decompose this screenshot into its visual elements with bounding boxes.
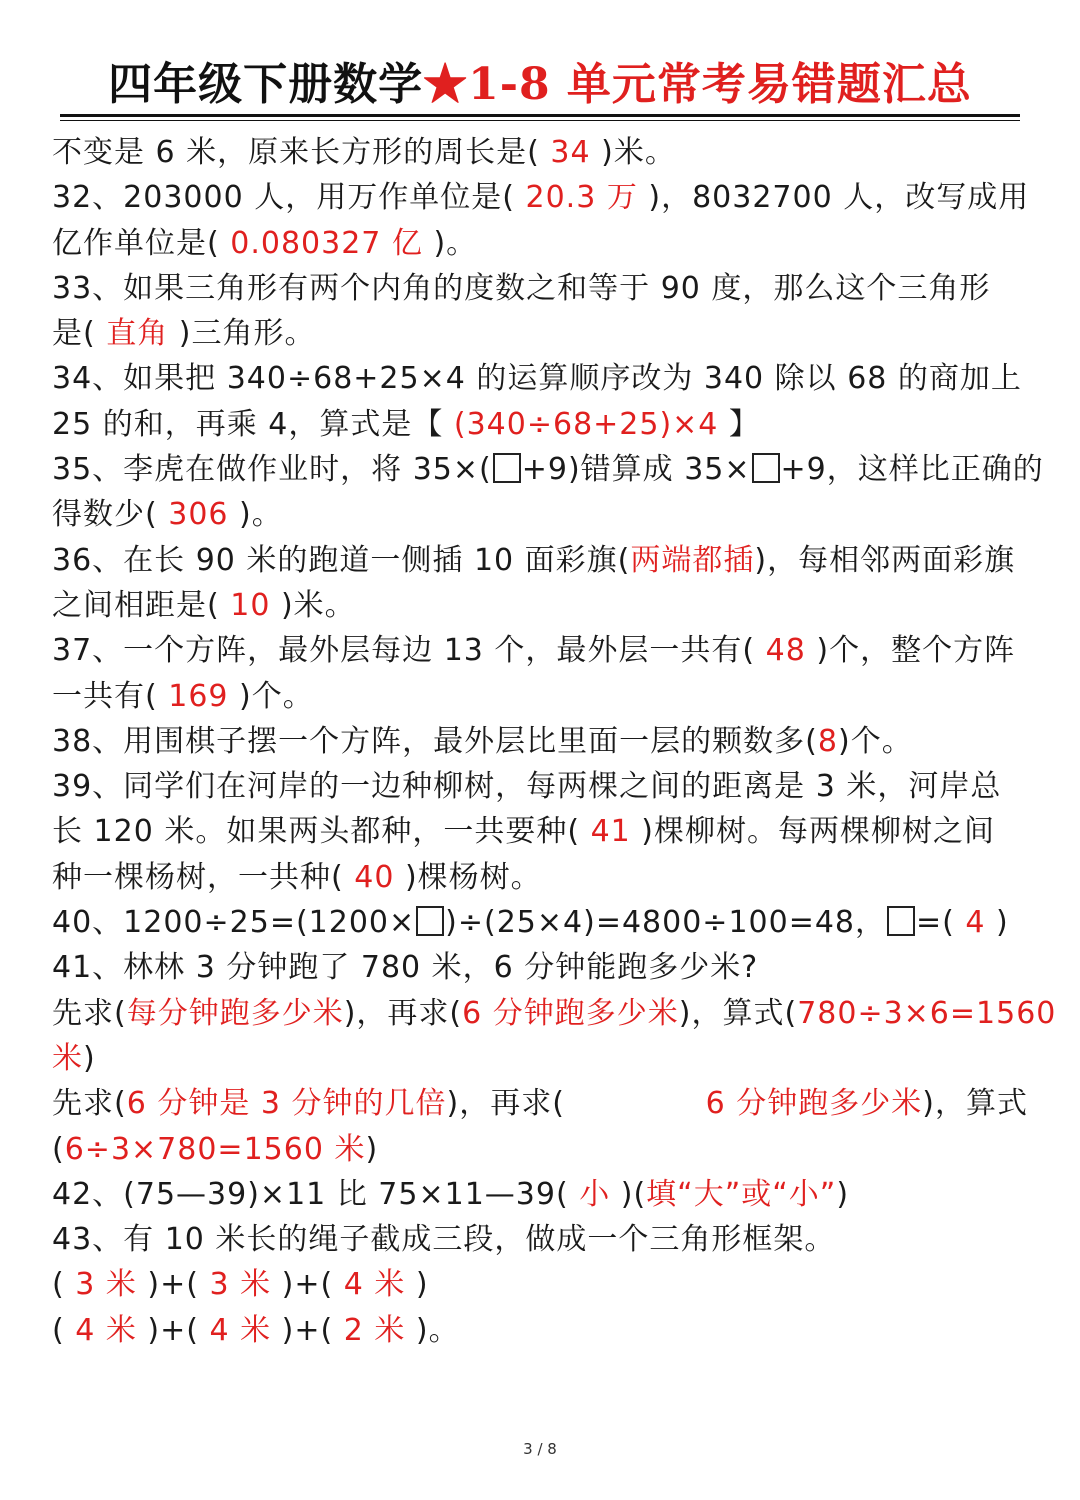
answer: 4 米 (75, 1312, 137, 1348)
question-text: )三角形。 (168, 316, 316, 352)
question-text: 36、在长 90 米的跑道一侧插 10 面彩旗( (52, 542, 631, 578)
question-text: 亿作单位是( (52, 225, 231, 261)
answer: 40 (354, 859, 395, 895)
question-text: )+( (136, 1312, 210, 1348)
question-41-method1 (52, 991, 1057, 1036)
text-group (706, 1081, 1028, 1126)
question-text: )个。 (228, 678, 314, 714)
question-41-method2-cont (52, 1127, 1028, 1172)
question-34 (52, 356, 1028, 401)
answer: 3 米 (209, 1267, 272, 1303)
answer: 41 (590, 814, 631, 850)
question-text: 38、用围棋子摆一个方阵，最外层比里面一层的颗数多( (52, 723, 818, 759)
question-text: ( (52, 1312, 76, 1348)
question-text: 42、(75—39)×11 比 75×11—39( (52, 1176, 580, 1212)
question-text: 先求( (52, 1086, 127, 1122)
question-38 (52, 719, 1028, 764)
question-text: 37、一个方阵，最外层每边 13 个，最外层一共有( (52, 633, 766, 669)
question-text: )个。 (837, 723, 913, 759)
question-text: 得数少( (52, 497, 169, 533)
question-text: ) (985, 905, 1009, 941)
answer: 2 米 (343, 1312, 406, 1348)
question-text: )+( (271, 1312, 344, 1348)
blank-box-icon (416, 906, 444, 936)
answer: 34 (550, 135, 591, 170)
question-text: 是( (52, 316, 107, 352)
question-text: 41、林林 3 分钟跑了 780 米，6 分钟能跑多少米? (52, 950, 759, 986)
page-number: 3 / 8 (523, 1440, 557, 1458)
question-43-answer2 (52, 1308, 1028, 1353)
text-group (52, 1081, 565, 1126)
answer: 4 (965, 905, 986, 941)
question-text: )，再求( (446, 1086, 565, 1122)
question-41-method1-cont (52, 1036, 1028, 1081)
question-text: )棵柳树。每两棵柳树之间 (630, 814, 996, 850)
question-text: 一共有( (52, 678, 169, 714)
line-31-cont (52, 130, 1028, 175)
answer: 小 (579, 1176, 611, 1212)
question-text: )，再求( (343, 995, 463, 1031)
question-32 (52, 175, 1028, 220)
question-text: 40、1200÷25=(1200× (52, 905, 416, 941)
question-text: 种一棵杨树，一共种( (52, 859, 355, 895)
question-text: 43、有 10 米长的绳子截成三段，做成一个三角形框架。 (52, 1222, 836, 1258)
question-text: ) (836, 1176, 850, 1212)
question-text: )÷(25×4)=4800÷100=48， (445, 905, 887, 941)
question-39-cont2 (52, 855, 1028, 900)
question-34-cont (52, 402, 1028, 447)
page-header (60, 50, 1020, 122)
question-text: 之间相距是( (52, 587, 231, 623)
question-text: )，算式( (678, 995, 798, 1031)
answer: 直角 (106, 316, 169, 352)
question-41-method2 (52, 1081, 1028, 1126)
question-35 (52, 447, 1044, 492)
question-text: )，每相邻两面彩旗 (754, 542, 1016, 578)
question-text: 】 (718, 406, 760, 442)
question-36-cont (52, 583, 1028, 628)
question-text: )( (610, 1176, 647, 1212)
answer: 6÷3×780=1560 米 (64, 1131, 366, 1167)
question-text: 34、如果把 340÷68+25×4 的运算顺序改为 340 除以 68 的商加上 (52, 361, 1022, 397)
question-text: )+( (271, 1267, 344, 1303)
question-37 (52, 628, 1028, 673)
question-text: =( (916, 905, 966, 941)
blank-box-icon (493, 453, 521, 483)
question-text: )。 (228, 497, 283, 533)
question-text: )，8032700 人，改写成用 (637, 180, 1030, 216)
answer: 48 (765, 633, 806, 669)
answer: 169 (168, 678, 229, 714)
question-text: )米。 (270, 587, 356, 623)
question-text: +9)错算成 35× (521, 452, 751, 488)
question-39 (52, 764, 1028, 809)
question-32-cont (52, 221, 1028, 266)
question-39-cont (52, 809, 1028, 854)
question-41 (52, 945, 1028, 990)
question-43 (52, 1217, 1028, 1262)
title-underline-thin (60, 120, 1020, 121)
question-text: 不变是 6 米，原来长方形的周长是( (52, 135, 551, 170)
answer: 10 (230, 587, 271, 623)
page-title (108, 59, 972, 110)
title-highlight: 1-8 单元常考易错题汇总 (468, 59, 972, 110)
answer: 780÷3×6=1560 (797, 995, 1057, 1031)
star-icon: ★ (423, 59, 469, 110)
answer: 8 (817, 723, 838, 759)
question-text: ( (52, 1267, 76, 1303)
answer: 6 分钟是 3 分钟的几倍 (126, 1086, 447, 1122)
question-text: 33、如果三角形有两个内角的度数之和等于 90 度，那么这个三角形 (52, 270, 991, 306)
title-text: 四年级下册数学 (108, 59, 424, 110)
question-text: 35、李虎在做作业时，将 35×( (52, 452, 492, 488)
question-40 (52, 900, 1028, 945)
answer: 6 分钟跑多少米 (462, 995, 679, 1031)
question-text: )米。 (590, 135, 676, 170)
question-text: 长 120 米。如果两头都种，一共要种( (52, 814, 591, 850)
question-list (52, 130, 1057, 1353)
title-underline-thick (60, 114, 1020, 117)
question-text: )+( (136, 1267, 210, 1303)
question-42 (52, 1172, 1028, 1217)
answer: 306 (168, 497, 229, 533)
question-text: 先求( (52, 995, 127, 1031)
question-text: )。 (422, 225, 478, 261)
question-text: ( (52, 1131, 65, 1167)
question-43-answer1 (52, 1262, 1028, 1307)
question-35-cont (52, 492, 1028, 537)
question-text: )棵杨树。 (394, 859, 542, 895)
question-33 (52, 266, 1028, 311)
hint-text: 填“大”或“小” (646, 1176, 837, 1212)
question-text: 25 的和，再乘 4，算式是【 (52, 406, 454, 442)
answer: 6 分钟跑多少米 (705, 1086, 923, 1122)
question-text: ) (83, 1040, 96, 1076)
question-text: +9，这样比正确的 (780, 452, 1044, 488)
blank-box-icon (752, 453, 780, 483)
question-text: 32、203000 人，用万作单位是( (52, 180, 526, 216)
answer: 两端都插 (630, 542, 755, 578)
question-text: )个，整个方阵 (805, 633, 1016, 669)
answer: (340÷68+25)×4 (453, 406, 719, 442)
answer: 0.080327 亿 (230, 225, 423, 261)
answer: 3 米 (75, 1267, 137, 1303)
answer: 米 (52, 1040, 83, 1076)
question-text: ) (365, 1131, 379, 1167)
question-text: )。 (405, 1312, 460, 1348)
answer: 每分钟跑多少米 (126, 995, 344, 1031)
question-36 (52, 538, 1028, 583)
question-text: ) (405, 1267, 429, 1303)
question-37-cont (52, 674, 1028, 719)
answer: 4 米 (343, 1267, 406, 1303)
question-33-cont (52, 311, 1028, 356)
question-text: )，算式 (922, 1086, 1028, 1122)
answer: 20.3 万 (525, 180, 638, 216)
answer: 4 米 (209, 1312, 272, 1348)
question-text: 39、同学们在河岸的一边种柳树，每两棵之间的距离是 3 米，河岸总 (52, 769, 1002, 805)
blank-box-icon (887, 906, 915, 936)
